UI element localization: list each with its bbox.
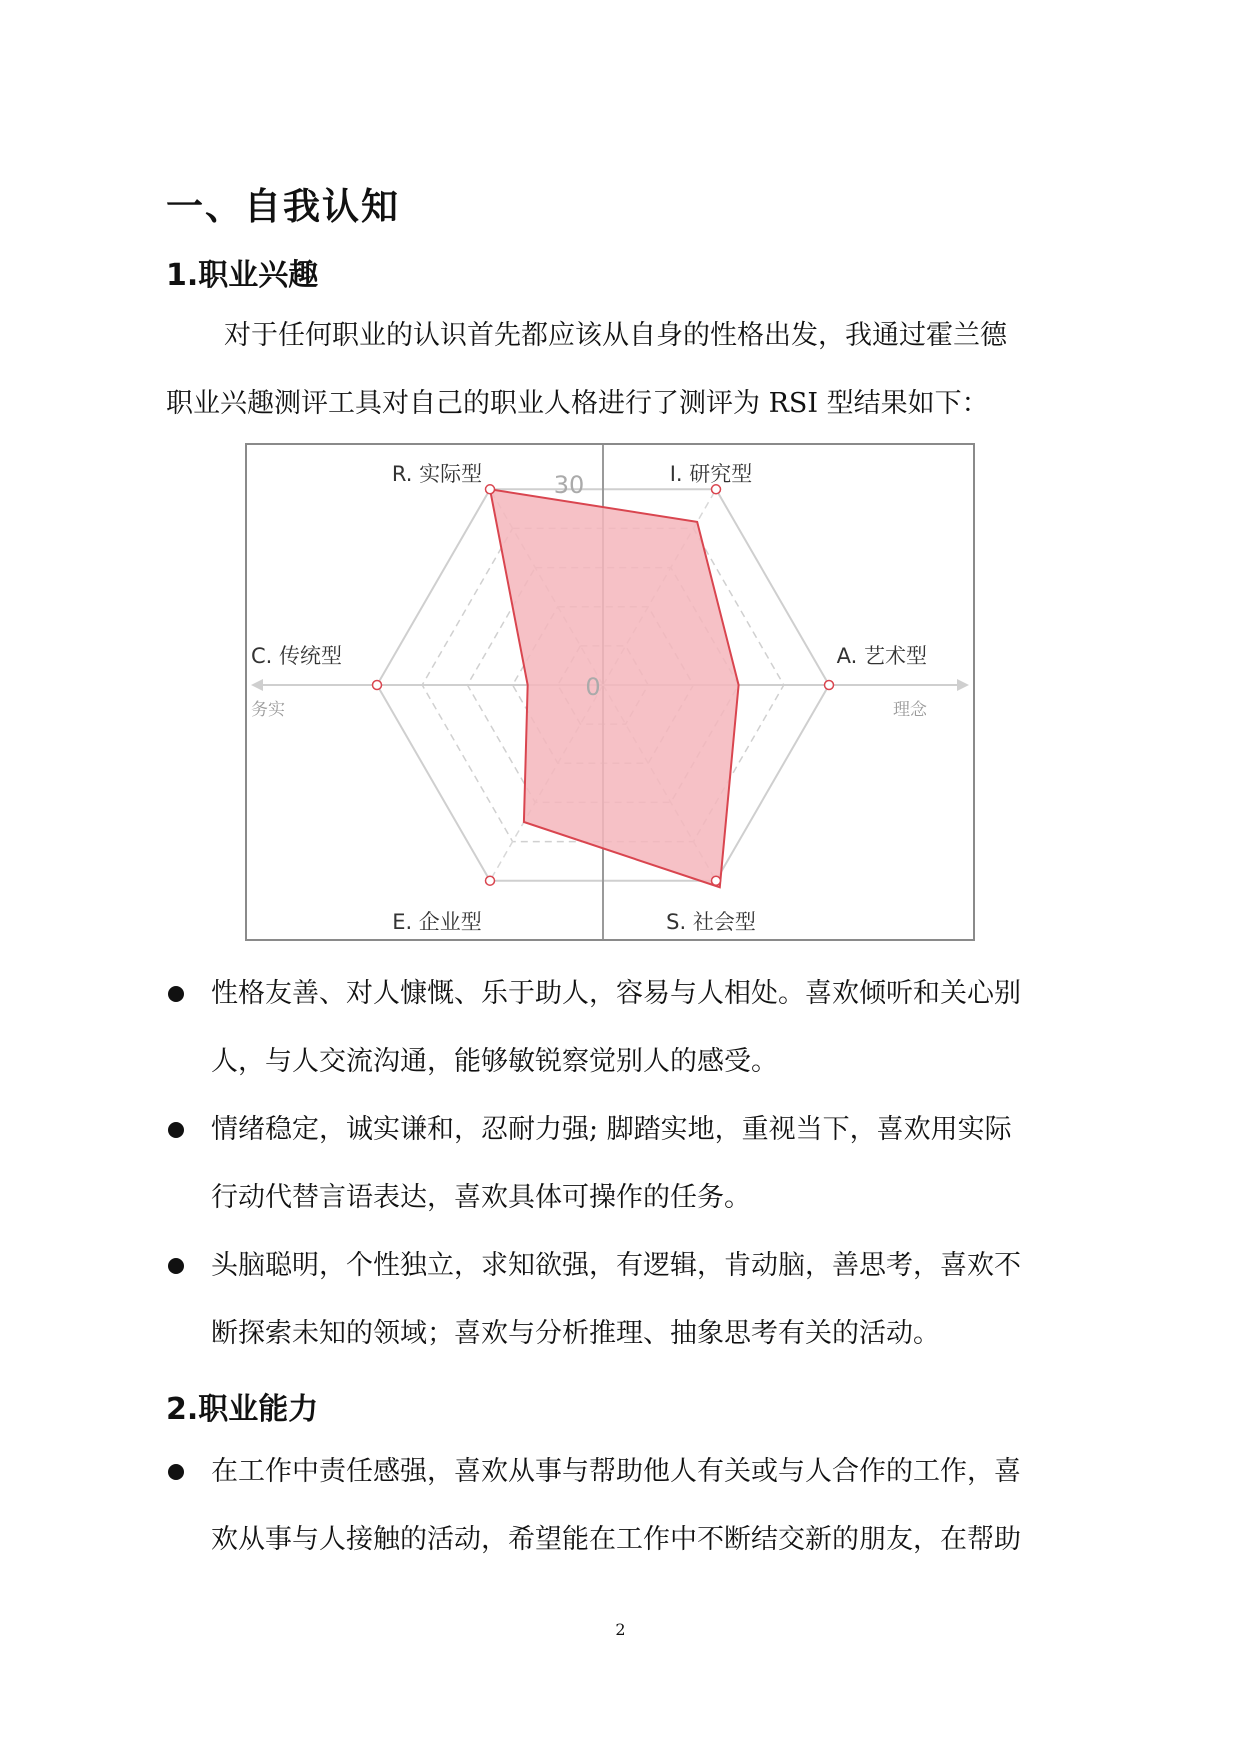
radar-vertex-dot: [486, 485, 495, 494]
section-2-title: 2.职业能力: [166, 1392, 319, 1427]
axis-label-i: I. 研究型: [669, 462, 753, 486]
bullet-2-line-1: 情绪稳定，诚实谦和，忍耐力强; 脚踏实地，重视当下，喜欢用实际: [211, 1114, 1012, 1145]
section-1-title: 1.职业兴趣: [166, 258, 319, 293]
bullet-1-line-2: 人，与人交流沟通，能够敏锐察觉别人的感受。: [211, 1046, 778, 1077]
radar-data-polygon: [490, 489, 739, 887]
intro-paragraph: [166, 302, 1086, 438]
bullet-item: [166, 1232, 1086, 1368]
bullet-item: [166, 1096, 1086, 1232]
page-number: 2: [615, 1620, 626, 1639]
radar-vertex-dot: [825, 681, 834, 690]
bullet-3-line-1: 头脑聪明，个性独立，求知欲强，有逻辑，肯动脑，善思考，喜欢不: [211, 1250, 1021, 1281]
axis-label-a: A. 艺术型: [836, 644, 927, 668]
radar-svg: [247, 445, 973, 939]
bullet-2-line-2: 行动代替言语表达，喜欢具体可操作的任务。: [211, 1182, 751, 1213]
bullet-1-line-1: 性格友善、对人慷慨、乐于助人，容易与人相处。喜欢倾听和关心别: [211, 978, 1021, 1009]
bullet-dot-icon: [168, 1122, 184, 1138]
bullet-item: [166, 960, 1086, 1096]
bullet-3-line-2: 断探索未知的领域；喜欢与分析推理、抽象思考有关的活动。: [211, 1318, 940, 1349]
radar-vertex-dot: [712, 485, 721, 494]
scale-zero-label: 0: [585, 673, 601, 701]
intro-line-1: 对于任何职业的认识首先都应该从自身的性格出发，我通过霍兰德: [224, 320, 1007, 351]
radar-vertex-dot: [712, 876, 721, 885]
left-axis-label: 务实: [251, 700, 285, 720]
main-heading: 一、自我认知: [166, 185, 400, 228]
intro-line-2: 职业兴趣测评工具对自己的职业人格进行了测评为 RSI 型结果如下：: [166, 388, 989, 419]
bullet-item: [166, 1438, 1086, 1574]
ability-bullet-list: [166, 1438, 1086, 1574]
radar-vertex-dot: [486, 876, 495, 885]
axis-label-c: C. 传统型: [251, 644, 343, 668]
left-arrow-icon: [251, 679, 263, 691]
bullet-dot-icon: [168, 1464, 184, 1480]
holland-radar-chart: [245, 443, 975, 941]
axis-label-e: E. 企业型: [392, 910, 482, 934]
scale-max-label: 30: [553, 471, 585, 499]
bullet-dot-icon: [168, 1258, 184, 1274]
radar-vertex-dot: [373, 681, 382, 690]
personality-bullet-list: [166, 960, 1086, 1368]
axis-label-r: R. 实际型: [391, 462, 483, 486]
axis-label-s: S. 社会型: [666, 910, 756, 934]
bullet-dot-icon: [168, 986, 184, 1002]
ability-bullet-line-1: 在工作中责任感强，喜欢从事与帮助他人有关或与人合作的工作，喜: [211, 1456, 1021, 1487]
ability-bullet-line-2: 欢从事与人接触的活动，希望能在工作中不断结交新的朋友，在帮助: [211, 1524, 1021, 1555]
right-arrow-icon: [957, 679, 969, 691]
right-axis-label: 理念: [893, 700, 927, 720]
